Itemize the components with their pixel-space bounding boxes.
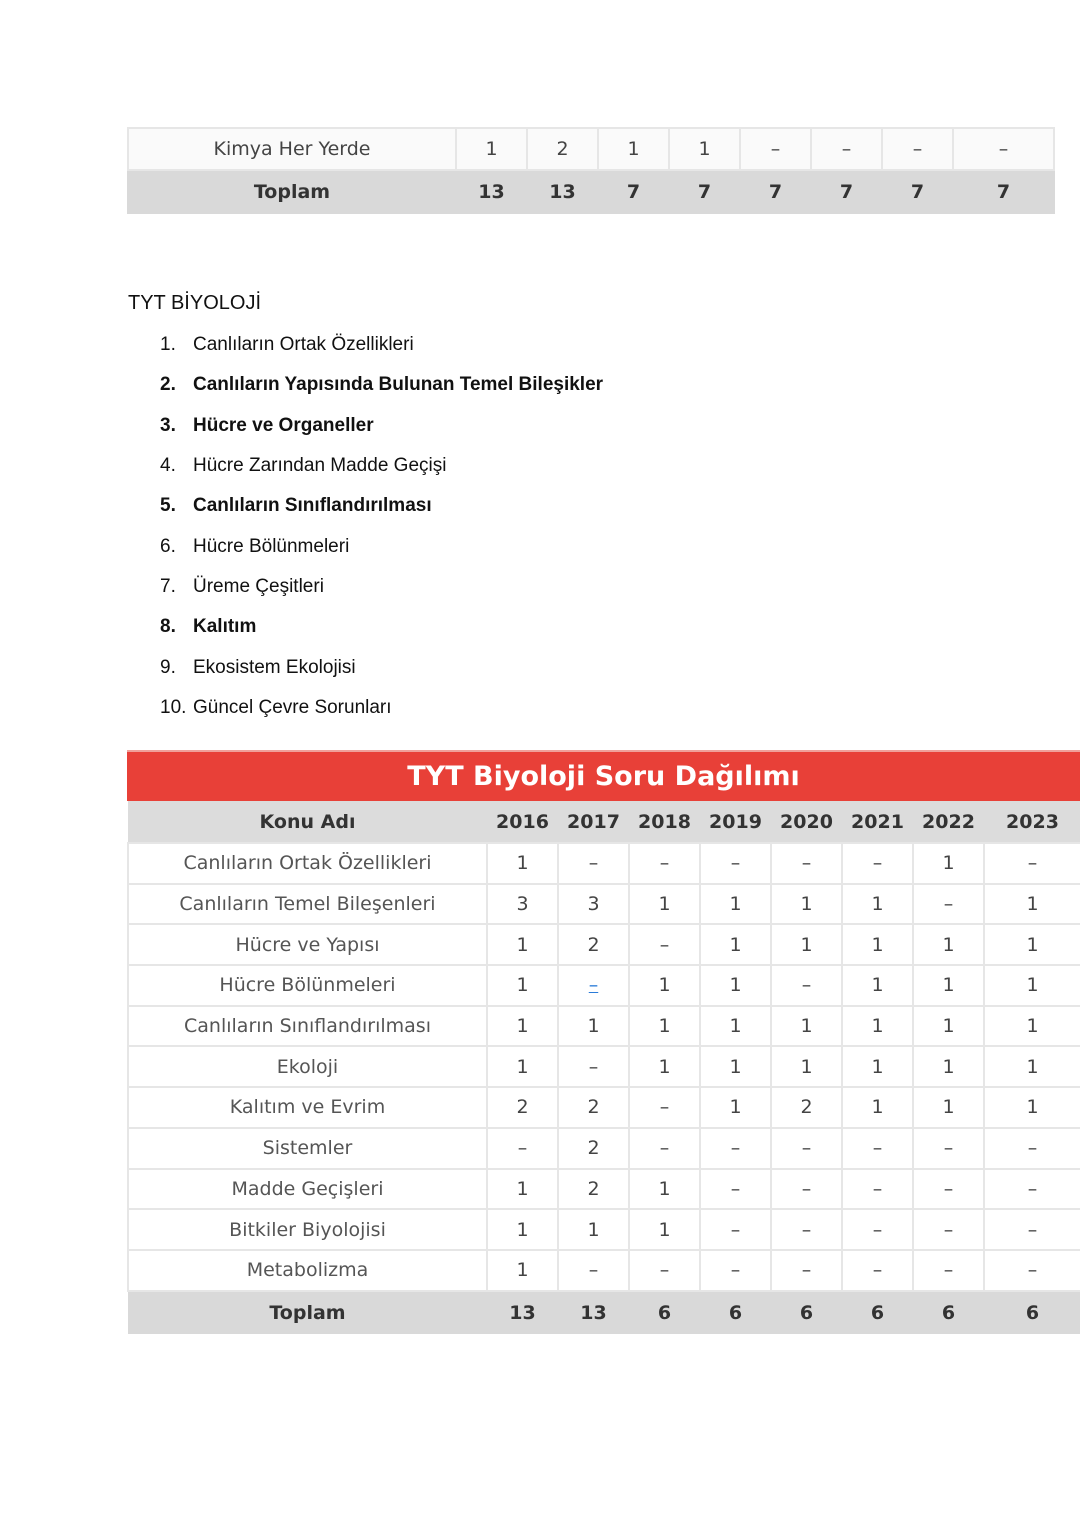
total-value-cell: 13	[558, 1291, 629, 1334]
list-item-number: 2.	[160, 374, 176, 396]
value-cell: –	[882, 128, 953, 170]
list-item-number: 7.	[160, 575, 176, 597]
list-item-number: 4.	[160, 455, 176, 477]
value-cell: –	[842, 843, 913, 884]
value-cell: 1	[771, 1046, 842, 1087]
table-row	[128, 924, 1080, 965]
value-cell: 1	[558, 1006, 629, 1047]
value-cell: –	[913, 1169, 984, 1210]
total-label: Toplam	[128, 1291, 487, 1334]
value-cell: –	[842, 1250, 913, 1291]
total-value-cell: 6	[842, 1291, 913, 1334]
value-cell: –	[700, 843, 771, 884]
value-cell: –	[629, 1128, 700, 1169]
value-cell: –	[700, 1250, 771, 1291]
value-cell: –	[842, 1209, 913, 1250]
value-cell: 1	[700, 1046, 771, 1087]
value-cell: 2	[558, 1169, 629, 1210]
value-cell: –	[771, 1209, 842, 1250]
value-cell: 2	[487, 1087, 558, 1128]
column-header: 2019	[700, 801, 771, 843]
list-item	[160, 486, 603, 526]
total-row	[128, 170, 1054, 213]
list-item	[160, 526, 603, 566]
value-cell: –	[984, 1169, 1080, 1210]
top-distribution-table	[127, 127, 1055, 214]
total-value-cell: 7	[740, 170, 811, 213]
value-cell: –	[913, 1209, 984, 1250]
value-cell: 1	[487, 1006, 558, 1047]
topic-name-cell: Madde Geçişleri	[128, 1169, 487, 1210]
value-cell: 1	[487, 965, 558, 1006]
value-cell: –	[913, 1250, 984, 1291]
total-value-cell: 13	[527, 170, 598, 213]
list-item-number: 10.	[160, 696, 187, 718]
value-cell: 1	[842, 924, 913, 965]
list-item	[160, 365, 603, 405]
value-cell: –	[740, 128, 811, 170]
list-item	[160, 567, 603, 607]
value-cell: 1	[456, 128, 527, 170]
total-label: Toplam	[128, 170, 456, 213]
value-cell: 1	[700, 884, 771, 925]
value-cell: 1	[487, 1250, 558, 1291]
value-cell: 1	[629, 1169, 700, 1210]
value-cell: –	[984, 1209, 1080, 1250]
value-cell: –	[771, 965, 842, 1006]
table-row	[128, 1128, 1080, 1169]
value-cell: –	[984, 843, 1080, 884]
biology-distribution-table	[127, 750, 1080, 1334]
value-cell: 1	[771, 1006, 842, 1047]
list-item-number: 3.	[160, 414, 176, 436]
total-value-cell: 7	[669, 170, 740, 213]
total-value-cell: 6	[913, 1291, 984, 1334]
value-cell: 1	[842, 1006, 913, 1047]
list-item	[160, 325, 603, 365]
value-cell: –	[700, 1128, 771, 1169]
value-cell: –	[487, 1128, 558, 1169]
value-cell: 2	[558, 1128, 629, 1169]
topic-name-cell: Kimya Her Yerde	[128, 128, 456, 170]
value-cell: 1	[629, 884, 700, 925]
list-item-label: Canlıların Ortak Özellikleri	[193, 334, 414, 356]
section-title: TYT BİYOLOJİ	[128, 292, 261, 314]
list-item-label: Üreme Çeşitleri	[193, 575, 324, 597]
table-row	[128, 843, 1080, 884]
value-cell: –	[629, 924, 700, 965]
value-cell: 1	[771, 884, 842, 925]
value-cell: 1	[842, 965, 913, 1006]
value-cell: 1	[700, 1087, 771, 1128]
value-cell: 1	[984, 1046, 1080, 1087]
topic-name-cell: Hücre ve Yapısı	[128, 924, 487, 965]
list-item-label: Hücre Bölünmeleri	[193, 535, 350, 557]
list-item-label: Canlıların Yapısında Bulunan Temel Bileşikler	[193, 374, 604, 396]
table-title: TYT Biyoloji Soru Dağılımı	[127, 750, 1080, 801]
table-row	[128, 1006, 1080, 1047]
value-link[interactable]: –	[588, 974, 599, 997]
topic-name-cell: Canlıların Ortak Özellikleri	[128, 843, 487, 884]
list-item-label: Hücre ve Organeller	[193, 414, 374, 436]
table-row	[128, 1250, 1080, 1291]
value-cell: –	[629, 843, 700, 884]
biology-table	[127, 801, 1080, 1334]
column-header: 2022	[913, 801, 984, 843]
table-row	[128, 1046, 1080, 1087]
value-cell: –	[953, 128, 1054, 170]
value-cell: 1	[842, 1087, 913, 1128]
list-item-number: 9.	[160, 656, 176, 678]
total-value-cell: 7	[598, 170, 669, 213]
column-header: 2020	[771, 801, 842, 843]
topic-name-cell: Canlıların Sınıflandırılması	[128, 1006, 487, 1047]
value-cell: 1	[629, 1006, 700, 1047]
value-cell: 2	[527, 128, 598, 170]
value-cell: 1	[487, 924, 558, 965]
total-value-cell: 6	[771, 1291, 842, 1334]
value-cell: 1	[913, 965, 984, 1006]
value-cell: –	[842, 1128, 913, 1169]
value-cell: 1	[771, 924, 842, 965]
value-cell: –	[558, 843, 629, 884]
value-cell: 1	[984, 884, 1080, 925]
total-value-cell: 6	[700, 1291, 771, 1334]
topic-name-cell: Kalıtım ve Evrim	[128, 1087, 487, 1128]
table-row	[128, 128, 1054, 170]
topic-list	[160, 325, 603, 728]
list-item-number: 6.	[160, 535, 176, 557]
column-header: 2016	[487, 801, 558, 843]
value-cell: –	[913, 1128, 984, 1169]
list-item-number: 5.	[160, 495, 176, 517]
value-cell: –	[700, 1169, 771, 1210]
value-cell: 2	[558, 1087, 629, 1128]
list-item	[160, 446, 603, 486]
value-cell: –	[771, 1169, 842, 1210]
value-cell: 1	[984, 1087, 1080, 1128]
value-cell: 1	[629, 1209, 700, 1250]
value-cell: 2	[771, 1087, 842, 1128]
value-cell: 1	[558, 1209, 629, 1250]
value-cell: –	[629, 1250, 700, 1291]
value-cell: 1	[984, 924, 1080, 965]
total-value-cell: 13	[487, 1291, 558, 1334]
value-cell: 1	[842, 884, 913, 925]
value-cell: 1	[700, 924, 771, 965]
list-item-label: Canlıların Sınıflandırılması	[193, 495, 432, 517]
value-cell: –	[842, 1169, 913, 1210]
value-cell: 2	[558, 924, 629, 965]
column-header: 2018	[629, 801, 700, 843]
header-row	[128, 801, 1080, 843]
topic-name-cell: Hücre Bölünmeleri	[128, 965, 487, 1006]
value-cell: –	[558, 1250, 629, 1291]
list-item-number: 8.	[160, 616, 176, 638]
total-value-cell: 7	[811, 170, 882, 213]
topic-name-cell: Sistemler	[128, 1128, 487, 1169]
value-cell: –	[811, 128, 882, 170]
value-cell: 1	[913, 1006, 984, 1047]
list-item	[160, 647, 603, 687]
value-cell: 1	[913, 843, 984, 884]
list-item	[160, 688, 603, 728]
list-item-number: 1.	[160, 334, 176, 356]
topic-name-cell: Ekoloji	[128, 1046, 487, 1087]
list-item-label: Kalıtım	[193, 616, 257, 638]
value-cell: –	[629, 1087, 700, 1128]
value-cell: –	[558, 1046, 629, 1087]
table-row	[128, 1087, 1080, 1128]
column-header: 2023	[984, 801, 1080, 843]
column-header: Konu Adı	[128, 801, 487, 843]
value-cell: 1	[700, 965, 771, 1006]
value-cell: –	[913, 884, 984, 925]
total-value-cell: 6	[984, 1291, 1080, 1334]
value-cell: 1	[629, 1046, 700, 1087]
list-item-label: Güncel Çevre Sorunları	[193, 696, 392, 718]
value-cell: 1	[487, 1209, 558, 1250]
value-cell: –	[771, 1128, 842, 1169]
value-cell: –	[700, 1209, 771, 1250]
table-row	[128, 965, 1080, 1006]
value-cell: 1	[842, 1046, 913, 1087]
total-value-cell: 7	[882, 170, 953, 213]
value-cell: 1	[913, 1087, 984, 1128]
value-cell: –	[771, 843, 842, 884]
value-cell: 1	[487, 1046, 558, 1087]
linked-value-cell	[558, 965, 629, 1006]
total-value-cell: 6	[629, 1291, 700, 1334]
value-cell: 1	[487, 843, 558, 884]
total-value-cell: 13	[456, 170, 527, 213]
value-cell: –	[984, 1128, 1080, 1169]
value-cell: 1	[598, 128, 669, 170]
column-header: 2017	[558, 801, 629, 843]
value-cell: 1	[487, 1169, 558, 1210]
table-row	[128, 1169, 1080, 1210]
total-value-cell: 7	[953, 170, 1054, 213]
value-cell: 3	[558, 884, 629, 925]
table-row	[128, 884, 1080, 925]
topic-name-cell: Canlıların Temel Bileşenleri	[128, 884, 487, 925]
total-row	[128, 1291, 1080, 1334]
table-row	[128, 1209, 1080, 1250]
list-item-label: Hücre Zarından Madde Geçişi	[193, 455, 447, 477]
value-cell: 1	[913, 924, 984, 965]
value-cell: 1	[984, 965, 1080, 1006]
list-item	[160, 406, 603, 446]
list-item	[160, 607, 603, 647]
value-cell: –	[984, 1250, 1080, 1291]
value-cell: 1	[669, 128, 740, 170]
topic-name-cell: Metabolizma	[128, 1250, 487, 1291]
value-cell: 1	[913, 1046, 984, 1087]
column-header: 2021	[842, 801, 913, 843]
topic-name-cell: Bitkiler Biyolojisi	[128, 1209, 487, 1250]
value-cell: 3	[487, 884, 558, 925]
list-item-label: Ekosistem Ekolojisi	[193, 656, 356, 678]
value-cell: 1	[629, 965, 700, 1006]
value-cell: –	[771, 1250, 842, 1291]
value-cell: 1	[700, 1006, 771, 1047]
value-cell: 1	[984, 1006, 1080, 1047]
